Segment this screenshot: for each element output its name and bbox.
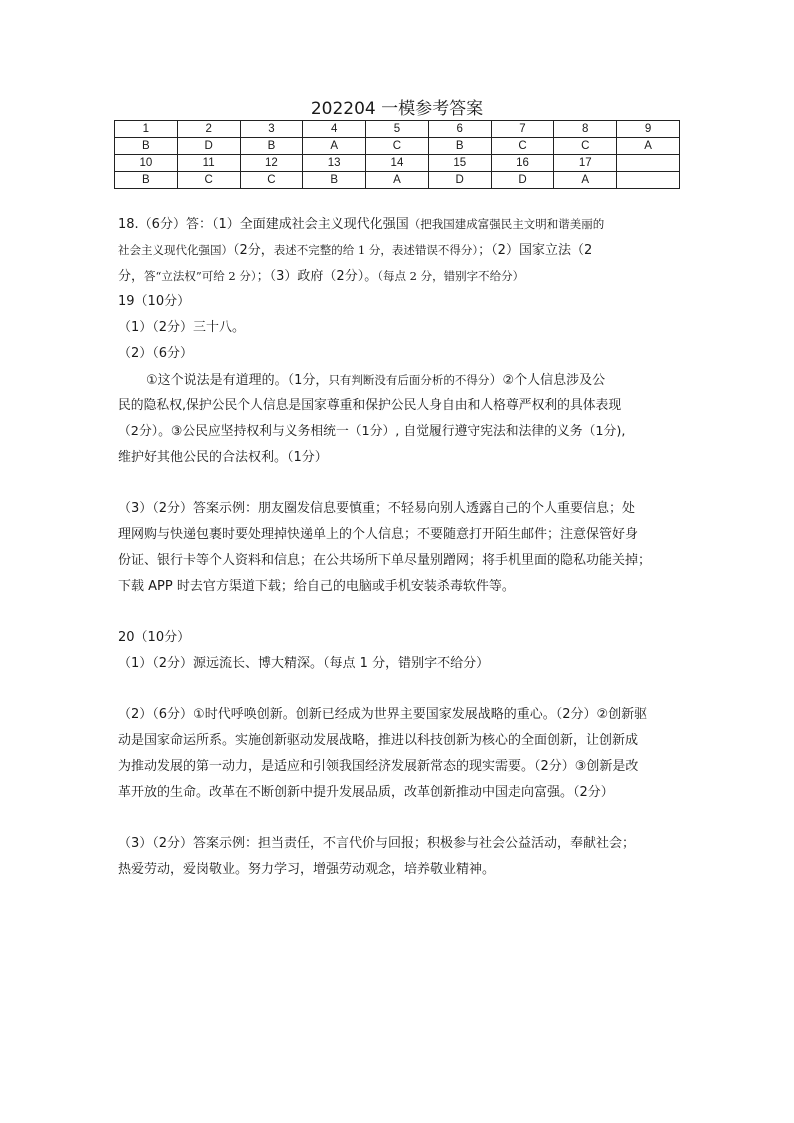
answer-table-cell: 16 bbox=[491, 155, 554, 172]
q20-part-2-line-3: 为推动发展的第一动力，是适应和引领我国经济发展新常态的现实需要。（2分）③创新是改 bbox=[118, 759, 639, 774]
q18-text: ；（2）国家立法（2 bbox=[478, 243, 593, 258]
answer-table-row bbox=[115, 121, 680, 138]
answer-table-cell: C bbox=[491, 138, 554, 155]
answer-table-cell: B bbox=[240, 138, 303, 155]
answer-table-cell: 12 bbox=[240, 155, 303, 172]
q19-part-2-line-3: （2分）。③公民应坚持权利与义务相统一（1分）, 自觉履行遵守宪法和法律的义务（1分), bbox=[118, 424, 626, 439]
q20-part-3-line-2: 热爱劳动，爱岗敬业。努力学习，增强劳动观念，培养敬业精神。 bbox=[118, 862, 496, 877]
q18-text: ；（3）政府（2分）。 bbox=[256, 269, 378, 284]
answer-table-cell: 9 bbox=[617, 121, 680, 138]
q19-part-2-header: （2）（6分） bbox=[118, 346, 194, 361]
q19-part-2-line-2: 民的隐私权,保护公民个人信息是国家尊重和保护公民人身自由和人格尊严权利的具体表现 bbox=[118, 398, 622, 413]
q18-note: 答“立法权”可给 2 分） bbox=[144, 269, 257, 283]
q19-note: 只有判断没有后面分析的不得分 bbox=[328, 373, 490, 387]
q20-part-2-line-2: 动是国家命运所系。实施创新驱动发展战略，推进以科技创新为核心的全面创新，让创新成 bbox=[118, 733, 639, 748]
answer-table-cell: 8 bbox=[554, 121, 617, 138]
answer-table bbox=[114, 120, 680, 189]
answer-content bbox=[118, 213, 684, 885]
answer-table-cell: C bbox=[554, 138, 617, 155]
answer-table-cell: D bbox=[491, 172, 554, 189]
answer-table-cell: B bbox=[428, 138, 491, 155]
q18-note: 表述不完整的给 1 分，表述错误不得分） bbox=[273, 243, 479, 257]
answer-table-cell: C bbox=[177, 172, 240, 189]
answer-table-cell: 3 bbox=[240, 121, 303, 138]
q19-text: ）②个人信息涉及公 bbox=[489, 373, 606, 388]
page-title: 202204 一模参考答案 bbox=[310, 99, 484, 119]
q19-part-3-line-3: 份证、银行卡等个人资料和信息；在公共场所下单尽量别蹭网；将手机里面的隐私功能关掉； bbox=[118, 553, 652, 568]
answer-table-cell: A bbox=[303, 138, 366, 155]
q18-text: 18.（6分）答：（1）全面建成社会主义现代化强国 bbox=[118, 217, 409, 232]
answer-table-cell: 15 bbox=[428, 155, 491, 172]
q19-part-1: （1）（2分）三十八。 bbox=[118, 320, 246, 335]
answer-table-cell bbox=[617, 155, 680, 172]
answer-table-cell: 10 bbox=[115, 155, 178, 172]
answer-table-cell: A bbox=[554, 172, 617, 189]
answer-table-cell: 2 bbox=[177, 121, 240, 138]
q19-part-2-line-4: 维护好其他公民的合法权利。（1分） bbox=[118, 450, 328, 465]
answer-table-cell: C bbox=[366, 138, 429, 155]
answer-table-cell: 4 bbox=[303, 121, 366, 138]
q18-line-2 bbox=[118, 239, 684, 265]
q20-header: 20（10分） bbox=[118, 630, 191, 645]
answer-table-row bbox=[115, 138, 680, 155]
q19-part-3-line-1: （3）（2分）答案示例：朋友圈发信息要慎重；不轻易向别人透露自己的个人重要信息；处 bbox=[118, 501, 636, 516]
answer-table-cell: A bbox=[366, 172, 429, 189]
q20-part-1: （1）（2分）源远流长、博大精深。（每点 1 分，错别字不给分） bbox=[118, 656, 490, 671]
q20-part-2-line-1: （2）（6分）①时代呼唤创新。创新已经成为世界主要国家发展战略的重心。（2分）②创新驱 bbox=[118, 707, 648, 722]
answer-table-cell: A bbox=[617, 138, 680, 155]
answer-table-cell: 7 bbox=[491, 121, 554, 138]
answer-table-cell: D bbox=[428, 172, 491, 189]
q19-part-3-line-4: 下载 APP 时去官方渠道下载；给自己的电脑或手机安装杀毒软件等。 bbox=[118, 579, 515, 594]
answer-table-cell: 6 bbox=[428, 121, 491, 138]
q18-text: 分， bbox=[118, 269, 145, 284]
answer-table-row bbox=[115, 172, 680, 189]
q19-part-2-line-1 bbox=[118, 369, 684, 395]
answer-table-cell bbox=[617, 172, 680, 189]
q19-part-3-line-2: 理网购与快递包裹时要处理掉快递单上的个人信息；不要随意打开陌生邮件；注意保管好身 bbox=[118, 527, 639, 542]
q18-text: （2分， bbox=[233, 243, 274, 258]
q18-line-3 bbox=[118, 265, 684, 291]
q19-header: 19（10分） bbox=[118, 294, 191, 309]
q18-note: （每点 2 分，错别字不给分） bbox=[377, 269, 525, 283]
q18-note: （把我国建成富强民主文明和谐美丽的 bbox=[408, 217, 605, 231]
q20-part-2-line-4: 革开放的生命。改革在不断创新中提升发展品质，改革创新推动中国走向富强。（2分） bbox=[118, 785, 614, 800]
answer-table-cell: B bbox=[115, 138, 178, 155]
q20-part-3-line-1: （3）（2分）答案示例：担当责任，不言代价与回报；积极参与社会公益活动，奉献社会； bbox=[118, 836, 636, 851]
answer-table-cell: 1 bbox=[115, 121, 178, 138]
answer-table-cell: C bbox=[240, 172, 303, 189]
answer-table-cell: B bbox=[303, 172, 366, 189]
answer-table-cell: 17 bbox=[554, 155, 617, 172]
q18-note: 社会主义现代化强国） bbox=[118, 243, 233, 257]
answer-table-cell: D bbox=[177, 138, 240, 155]
answer-table-cell: 11 bbox=[177, 155, 240, 172]
answer-table-cell: B bbox=[115, 172, 178, 189]
answer-table-row bbox=[115, 155, 680, 172]
q18-line-1 bbox=[118, 213, 684, 239]
answer-table-cell: 5 bbox=[366, 121, 429, 138]
answer-table-cell: 13 bbox=[303, 155, 366, 172]
q19-text: ①这个说法是有道理的。（1分， bbox=[146, 373, 329, 388]
answer-table-cell: 14 bbox=[366, 155, 429, 172]
